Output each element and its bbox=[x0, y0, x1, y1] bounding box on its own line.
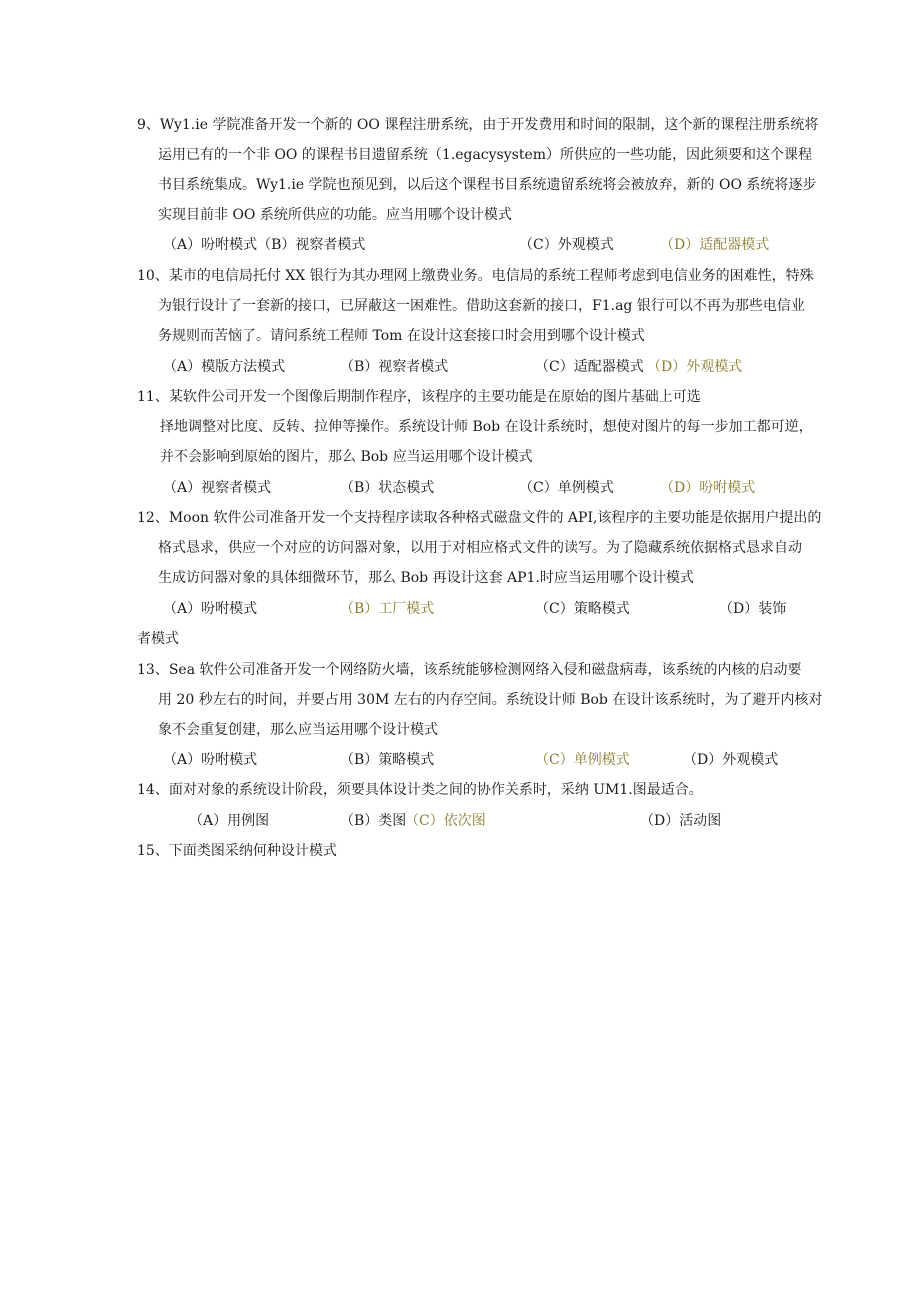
q9-line-4: 实现目前非 OO 系统所供应的功能。应当用哪个设计模式 bbox=[158, 207, 512, 223]
q13-line-2: 用 20 秒左右的时间，并要占用 30M 左右的内存空间。系统设计师 Bob 在设计该系统时，为了避开内核对 bbox=[158, 692, 823, 708]
q14-option-d: （D）活动图 bbox=[640, 813, 722, 829]
q14-option-b: （B）类图 bbox=[340, 813, 407, 829]
q14-option-a: （A）用例图 bbox=[189, 813, 270, 829]
q9-line-1: 9、Wy1.ie 学院准备开发一个新的 OO 课程注册系统，由于开发费用和时间的限制，这个新的课程注册系统将 bbox=[137, 117, 819, 133]
q11-option-a: （A）视察者模式 bbox=[163, 480, 272, 496]
q10-option-a: （A）模版方法模式 bbox=[163, 359, 286, 375]
q10-option-c: （C）适配器模式 bbox=[535, 359, 644, 375]
q11-option-b: （B）状态模式 bbox=[340, 480, 435, 496]
q11-option-d-answer: （D）吩咐模式 bbox=[660, 480, 756, 496]
q13-option-d: （D）外观模式 bbox=[683, 752, 779, 768]
q12-option-a: （A）吩咐模式 bbox=[163, 601, 258, 617]
q10-line-2: 为银行设计了一套新的接口，已屏蔽这一困难性。借助这套新的接口，F1.ag 银行可以不再为那些电信业 bbox=[158, 298, 805, 314]
q11-line-2: 择地调整对比度、反转、拉伸等操作。系统设计师 Bob 在设计系统时，想使对图片的每一步加工都可逆， bbox=[160, 419, 813, 435]
q10-option-b: （B）视察者模式 bbox=[340, 359, 449, 375]
q9-option-a-b: （A）吩咐模式（B）视察者模式 bbox=[163, 237, 366, 253]
q14-line-1: 14、面对对象的系统设计阶段，须要具体设计类之间的协作关系时，采纳 UM1.图最适合。 bbox=[137, 782, 703, 798]
q9-option-c: （C）外观模式 bbox=[519, 237, 614, 253]
q11-option-c: （C）单例模式 bbox=[519, 480, 614, 496]
q11-line-3: 并不会影响到原始的图片，那么 Bob 应当运用哪个设计模式 bbox=[160, 449, 533, 465]
q13-option-a: （A）吩咐模式 bbox=[163, 752, 258, 768]
q10-line-3: 务规则而苦恼了。请问系统工程师 Tom 在设计这套接口时会用到哪个设计模式 bbox=[158, 328, 645, 344]
q12-option-b-answer: （B）工厂模式 bbox=[340, 601, 435, 617]
q12-option-d-wrap: 者模式 bbox=[137, 631, 179, 647]
q14-option-c-answer: （C）依次图 bbox=[405, 813, 486, 829]
q9-option-d-answer: （D）适配器模式 bbox=[660, 237, 770, 253]
q9-line-3: 书目系统集成。Wy1.ie 学院也预见到，以后这个课程书目系统遗留系统将会被放弃，新的 OO 系统将逐步 bbox=[158, 177, 817, 193]
q10-option-d-answer: （D）外观模式 bbox=[647, 359, 743, 375]
q13-option-b: （B）策略模式 bbox=[340, 752, 435, 768]
q12-line-2: 格式恳求，供应一个对应的访问器对象，以用于对相应格式文件的读写。为了隐藏系统依据格式恳求自动 bbox=[158, 540, 802, 556]
q12-option-c: （C）策略模式 bbox=[535, 601, 630, 617]
q13-option-c-answer: （C）单例模式 bbox=[535, 752, 630, 768]
q12-line-1: 12、Moon 软件公司准备开发一个支持程序读取各种格式磁盘文件的 API,该程序的主要功能是依据用户提出的 bbox=[137, 510, 822, 526]
q15-line-1: 15、下面类图采纳何种设计模式 bbox=[137, 843, 337, 859]
q12-line-3: 生成访问器对象的具体细微环节，那么 Bob 再设计这套 AP1.时应当运用哪个设计模式 bbox=[158, 570, 694, 586]
q11-line-1: 11、某软件公司开发一个图像后期制作程序，该程序的主要功能是在原始的图片基础上可选 bbox=[137, 389, 701, 405]
q13-line-1: 13、Sea 软件公司准备开发一个网络防火墙，该系统能够检测网络入侵和磁盘病毒，该系统的内核的启动要 bbox=[137, 662, 802, 678]
q13-line-3: 象不会重复创建，那么应当运用哪个设计模式 bbox=[158, 722, 438, 738]
q12-option-d: （D）装饰 bbox=[719, 601, 787, 617]
q9-line-2: 运用已有的一个非 OO 的课程书目遗留系统（1.egacysystem）所供应的一些功能，因此须要和这个课程 bbox=[158, 147, 813, 163]
q10-line-1: 10、某市的电信局托付 XX 银行为其办理网上缴费业务。电信局的系统工程师考虑到电信业务的困难性，特殊 bbox=[137, 268, 814, 284]
